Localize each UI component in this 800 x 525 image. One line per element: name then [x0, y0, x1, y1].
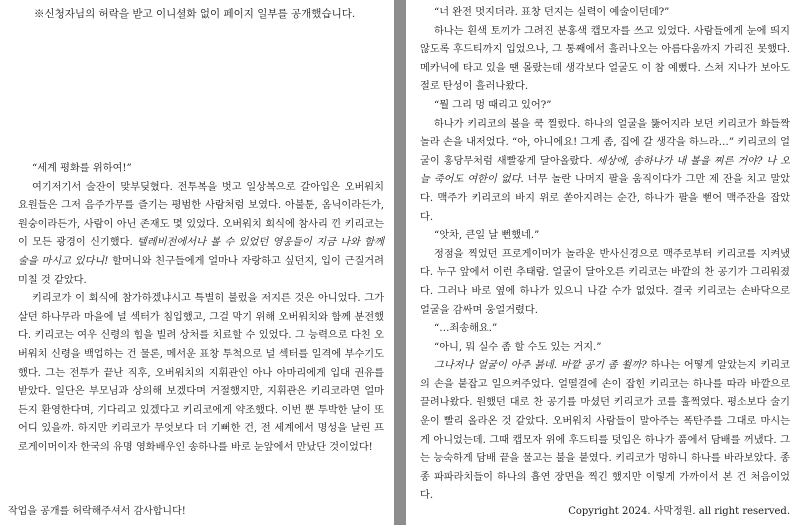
emphasized-text: 그나저나 얼굴이 아주 붉네. 바깥 공기 좀 쐴까?	[434, 360, 647, 372]
paragraph	[420, 320, 790, 339]
emphasized-text: 세상에, 송하나가 내 볼을 찌른 거야? 나 오늘 죽어도 여한이 없다.	[420, 155, 790, 186]
text-run: “아니, 뭐 실수 좀 할 수도 있는 거지.”	[434, 341, 602, 353]
copyright-footer: Copyright 2024. 사막정원. all right reserved.	[568, 506, 790, 517]
right-body-text	[420, 4, 790, 506]
emphasized-text: 텔레비전에서나 볼 수 있었던 영웅들이 지금 나와 함께 술을 마시고 있다니!	[18, 237, 384, 267]
text-run: “뭘 그리 멍 때리고 있어?”	[434, 99, 552, 111]
text-run: 하나는 흰색 토끼가 그려진 분홍색 캡모자를 쓰고 있었다. 사람들에게 눈에 띄지 않도록 후드티까지 입었으나, 그 통째에서 흘러나오는 아름다움까지 가리진 못했다. 메카닉에 타고 있을 땐 몰랐는데 생각보다 얼굴도 이 참 예뻤다. 스쳐 지나가 보아도 절로 탄성이 흘러나왔다.	[420, 25, 790, 93]
permission-notice: ※신청자님의 허락을 받고 이니셜화 없이 페이지 일부를 공개했습니다.	[34, 8, 356, 20]
paragraph	[420, 339, 790, 358]
right-page	[406, 0, 800, 525]
text-run: 할머니와 친구들에게 얼마나 자랑하고 싶던지, 입이 근질거려 미칠 것 같았다.	[18, 255, 384, 286]
text-run: “앗차, 큰일 날 뻔했네.”	[434, 230, 540, 242]
paragraph	[18, 160, 384, 179]
paragraph	[420, 357, 790, 506]
text-run: 정점을 찍었던 프로게이머가 놀라운 반사신경으로 맥주로부터 키리코를 지켜냈다. 누구 앞에서 이런 추태람. 얼굴이 달아오른 키리코는 바깥의 찬 공기가 그리워졌다. 그러나 바로 옆에 하나가 있으니 나갈 수가 없었다. 결국 키리코는 손바닥으로 얼굴을 감싸며 웅얼거렸다.	[420, 248, 790, 316]
text-run: 하나가 키리코의 볼을 쿡 찔렀다. 하나의 얼굴을 뚫어지라 보던 키리코가 화들짝 놀라 손을 내저었다. “아, 아니에요! 그게 좀, 집에 갈 생각을 하느라…” 키리코의 얼굴이 홍당무처럼 새빨갛게 달아올랐다.	[420, 118, 790, 167]
paragraph	[420, 246, 790, 320]
text-run: 하나는 어떻게 알았는지 키리코의 손을 붙잡고 일으켜주었다. 얼떨결에 손이 잡힌 키리코는 하나를 따라 바깥으로 끌려나왔다. 원했던 대로 찬 공기를 마셨던 키리코가 코를 훌쩍였다. 평소보다 술기운이 빨리 올라온 것 같았다. 오버워치 사람들이 말아주는 폭탄주를 그대로 마시는 게 아니었는데. 그때 캡모자 위에 후드티를 덧입은 하나가 품에서 담배를 꺼냈다. 그는 능숙하게 담배 끝을 물고는 불을 붙였다. 키리코가 멍하니 하나를 바라보았다. 종종 파파라치들이 하나의 흡연 장면을 찍긴 했지만 이렇게 가까이서 본 건 처음이었다.	[420, 360, 791, 502]
left-footer: 작업을 공개를 허락해주셔서 감사합니다!	[8, 506, 186, 517]
text-run: “너 완전 멋지더라. 표창 던지는 실력이 예술이던데?”	[434, 7, 670, 18]
left-page	[0, 0, 394, 525]
text-run: “…죄송해요.”	[434, 323, 498, 335]
paragraph	[420, 23, 790, 97]
paragraph	[18, 290, 384, 457]
paragraph	[18, 179, 384, 291]
text-run: 너무 놀란 나머지 팔을 움직이다가 그만 제 잔을 치고 말았다. 맥주가 키리코의 바지 위로 쏟아지려는 순간, 하나가 팔을 뻗어 맥주잔을 잡았다.	[420, 174, 790, 223]
left-body-text	[18, 160, 384, 458]
paragraph	[420, 4, 790, 23]
paragraph	[420, 116, 790, 228]
text-run: 키리코가 이 회식에 참가하겠냐시고 특별히 불렀을 저지른 것은 아니었다. 그가 살던 하나무라 마을에 널 섹터가 침입했고, 그걸 막기 위해 오버워치와 함께 분전했다. 키리코는 여우 신령의 힘을 빌려 상처를 치료할 수 있었다. 그 능력으로 다친 오버워치 신령을 백업하는 건 물론, 메서운 표창 투척으로 널 섹터를 일격에 부수기도 했다. 그는 전투가 끝난 직후, 오버워치의 지휘관인 아나 아마리에게 입대 권유를 받았다. 일단은 부모님과 상의해 보겠다며 거절했지만, 지휘관은 키리코라면 얼마든지 환영한다며, 기다리고 있겠다고 키리코에게 약조했다. 이번 뿐 투박한 날이 또 어디 있을까. 하지만 키리코가 무엇보다 더 기뻐한 건, 전 세계에서 명성을 날린 프로게이머이자 한국의 유명 영화배우인 송하나를 바로 눈앞에서 만났단 것이었다!	[18, 293, 384, 453]
paragraph	[420, 97, 790, 116]
text-run: “세계 평화를 위하여!”	[32, 163, 132, 174]
paragraph	[420, 227, 790, 246]
text-run: 여기저기서 술잔이 맞부딪혔다. 전투복을 벗고 일상복으로 갈아입은 오버워치 요원들은 그저 음주가무를 즐기는 평범한 사람처럼 보였다. 아불툰, 옴닉이라든가, 원숭이라든가, 사람이 아닌 존재도 몇 있었다. 오버워치 회식에 참사리 낀 키리코는 이 모든 광경이 신기했다.	[18, 181, 384, 249]
